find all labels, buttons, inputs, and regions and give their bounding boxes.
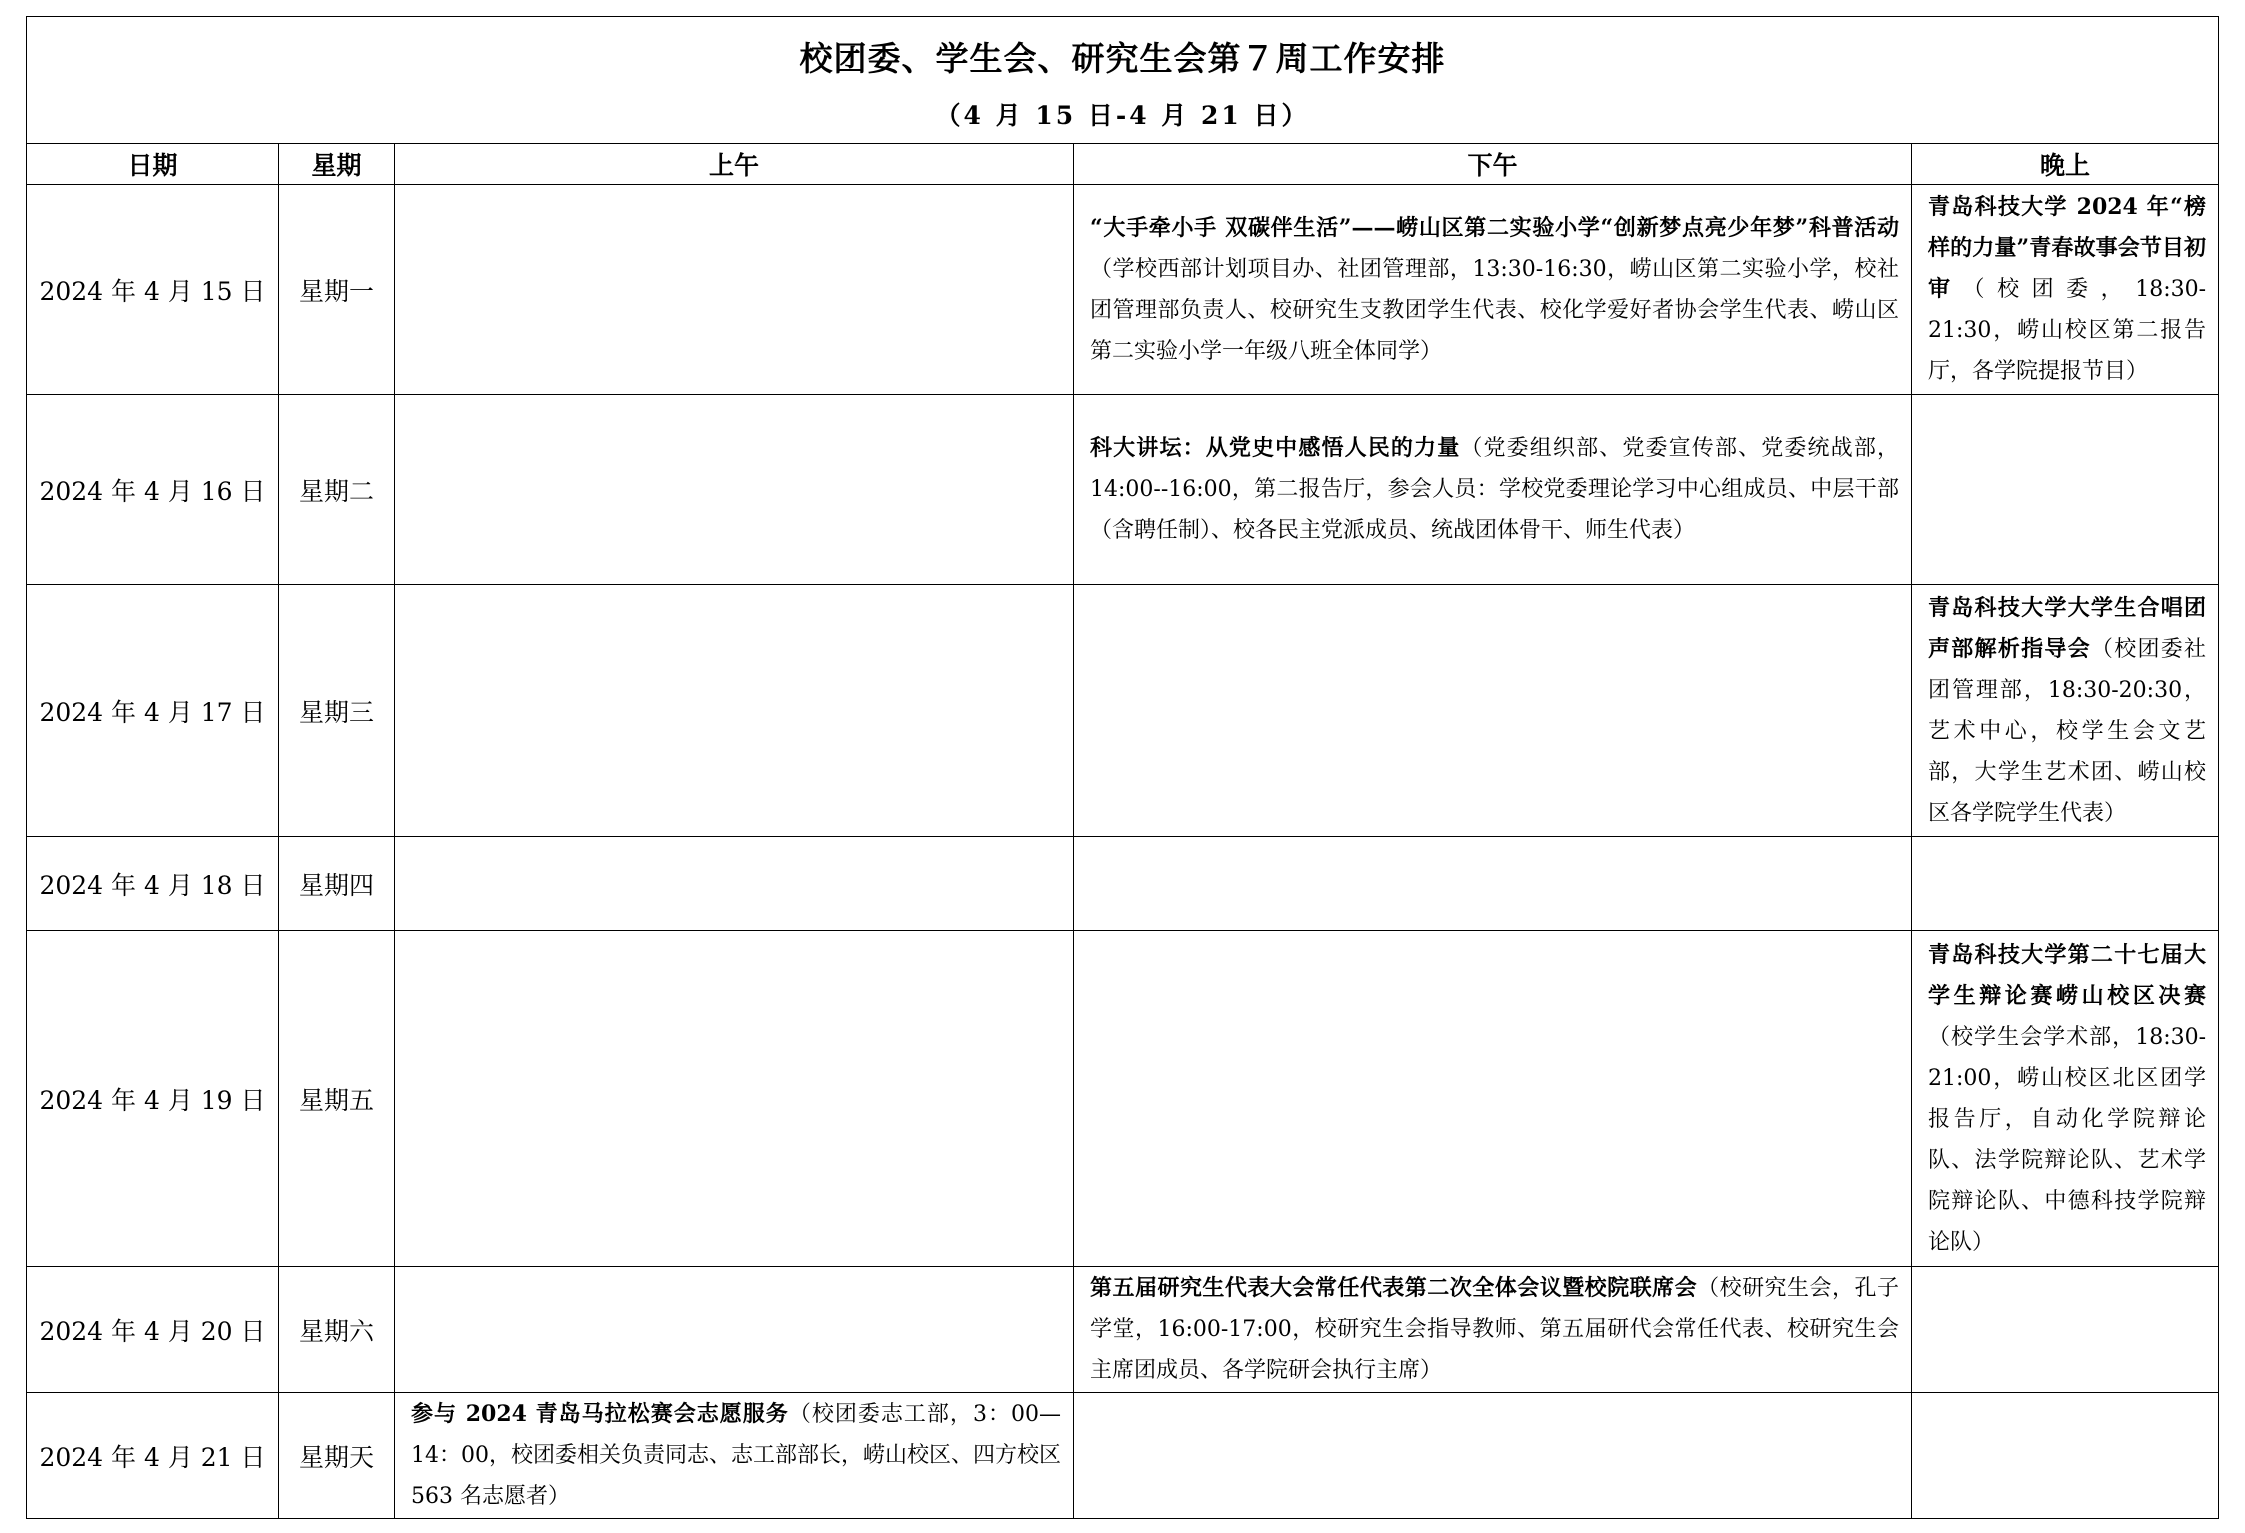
evening-cell xyxy=(1912,585,2219,837)
header-row xyxy=(27,144,2219,185)
afternoon-cell xyxy=(1074,185,1912,395)
weekday-cell: 星期四 xyxy=(279,837,395,931)
weekday-cell: 星期五 xyxy=(279,931,395,1267)
date-range-subtitle: （4 月 15 日-4 月 21 日） xyxy=(935,100,1310,130)
afternoon-cell xyxy=(1074,395,1912,585)
event-title: 科大讲坛：从党史中感悟人民的力量 xyxy=(1090,435,1461,461)
title-cell xyxy=(27,17,2219,144)
title-row xyxy=(27,17,2219,144)
page-title: 校团委、学生会、研究生会第７周工作安排 xyxy=(799,38,1446,78)
event-detail: （校团委，18:30-21:30，崂山校区第二报告厅，各学院提报节目） xyxy=(1928,277,2207,384)
afternoon-cell xyxy=(1074,585,1912,837)
event-detail: （校团委志工部，3：00—14：00，校团委相关负责同志、志工部部长，崂山校区、四方校区 563 名志愿者） xyxy=(411,1402,1061,1509)
event-title: 第五届研究生代表大会常任代表第二次全体会议暨校院联席会 xyxy=(1090,1275,1698,1301)
weekday-cell: 星期六 xyxy=(279,1267,395,1393)
morning-cell xyxy=(395,395,1074,585)
afternoon-cell xyxy=(1074,1267,1912,1393)
schedule-page xyxy=(26,16,2218,1519)
date-cell: 2024 年 4 月 20 日 xyxy=(27,1267,279,1393)
event-title: 参与 2024 青岛马拉松赛会志愿服务 xyxy=(411,1401,789,1427)
table-row xyxy=(27,585,2219,837)
event-title: 青岛科技大学 2024 年“榜样的力量”青春故事会节目初审 xyxy=(1928,194,2207,302)
event-title: “大手牵小手 双碳伴生活”——崂山区第二实验小学“创新梦点亮少年梦”科普活动 xyxy=(1090,214,1899,241)
event-title: 青岛科技大学第二十七届大学生辩论赛崂山校区决赛 xyxy=(1928,941,2207,1009)
table-row xyxy=(27,185,2219,395)
header-date: 日期 xyxy=(27,144,279,185)
weekday-cell: 星期二 xyxy=(279,395,395,585)
event-detail: （学校西部计划项目办、社团管理部，13:30-16:30，崂山区第二实验小学，校社团管理部负责人、校研究生支教团学生代表、校化学爱好者协会学生代表、崂山区第二实验小学一年级八班全体同学） xyxy=(1090,256,1899,364)
evening-cell xyxy=(1912,395,2219,585)
morning-cell xyxy=(395,1267,1074,1393)
event-detail: （校研究生会，孔子学堂，16:00-17:00，校研究生会指导教师、第五届研代会常任代表、校研究生会主席团成员、各学院研会执行主席） xyxy=(1090,1276,1899,1383)
morning-cell xyxy=(395,185,1074,395)
date-cell: 2024 年 4 月 15 日 xyxy=(27,185,279,395)
event-detail: （校学生会学术部，18:30-21:00，崂山校区北区团学报告厅，自动化学院辩论队、法学院辩论队、艺术学院辩论队、中德科技学院辩论队） xyxy=(1928,1024,2207,1255)
header-afternoon: 下午 xyxy=(1074,144,1912,185)
evening-cell xyxy=(1912,931,2219,1267)
date-cell: 2024 年 4 月 19 日 xyxy=(27,931,279,1267)
table-row xyxy=(27,1267,2219,1393)
morning-cell xyxy=(395,585,1074,837)
schedule-table xyxy=(26,16,2219,1519)
weekday-cell: 星期三 xyxy=(279,585,395,837)
date-cell: 2024 年 4 月 18 日 xyxy=(27,837,279,931)
afternoon-cell xyxy=(1074,837,1912,931)
header-morning: 上午 xyxy=(395,144,1074,185)
morning-cell xyxy=(395,1393,1074,1519)
morning-cell xyxy=(395,931,1074,1267)
afternoon-cell xyxy=(1074,1393,1912,1519)
table-row xyxy=(27,1393,2219,1519)
date-cell: 2024 年 4 月 21 日 xyxy=(27,1393,279,1519)
header-evening: 晚上 xyxy=(1912,144,2219,185)
event-detail: （党委组织部、党委宣传部、党委统战部，14:00--16:00，第二报告厅，参会人员：学校党委理论学习中心组成员、中层干部（含聘任制）、校各民主党派成员、统战团体骨干、师生代表） xyxy=(1090,436,1899,543)
event-title: 青岛科技大学大学生合唱团声部解析指导会 xyxy=(1928,594,2207,662)
evening-cell xyxy=(1912,1393,2219,1519)
date-cell: 2024 年 4 月 17 日 xyxy=(27,585,279,837)
date-cell: 2024 年 4 月 16 日 xyxy=(27,395,279,585)
afternoon-cell xyxy=(1074,931,1912,1267)
weekday-cell: 星期一 xyxy=(279,185,395,395)
table-row xyxy=(27,837,2219,931)
evening-cell xyxy=(1912,1267,2219,1393)
event-detail: （校团委社团管理部，18:30-20:30，艺术中心，校学生会文艺部，大学生艺术团、崂山校区各学院学生代表） xyxy=(1928,636,2207,826)
header-weekday: 星期 xyxy=(279,144,395,185)
morning-cell xyxy=(395,837,1074,931)
weekday-cell: 星期天 xyxy=(279,1393,395,1519)
evening-cell xyxy=(1912,185,2219,395)
table-row xyxy=(27,395,2219,585)
table-row xyxy=(27,931,2219,1267)
evening-cell xyxy=(1912,837,2219,931)
